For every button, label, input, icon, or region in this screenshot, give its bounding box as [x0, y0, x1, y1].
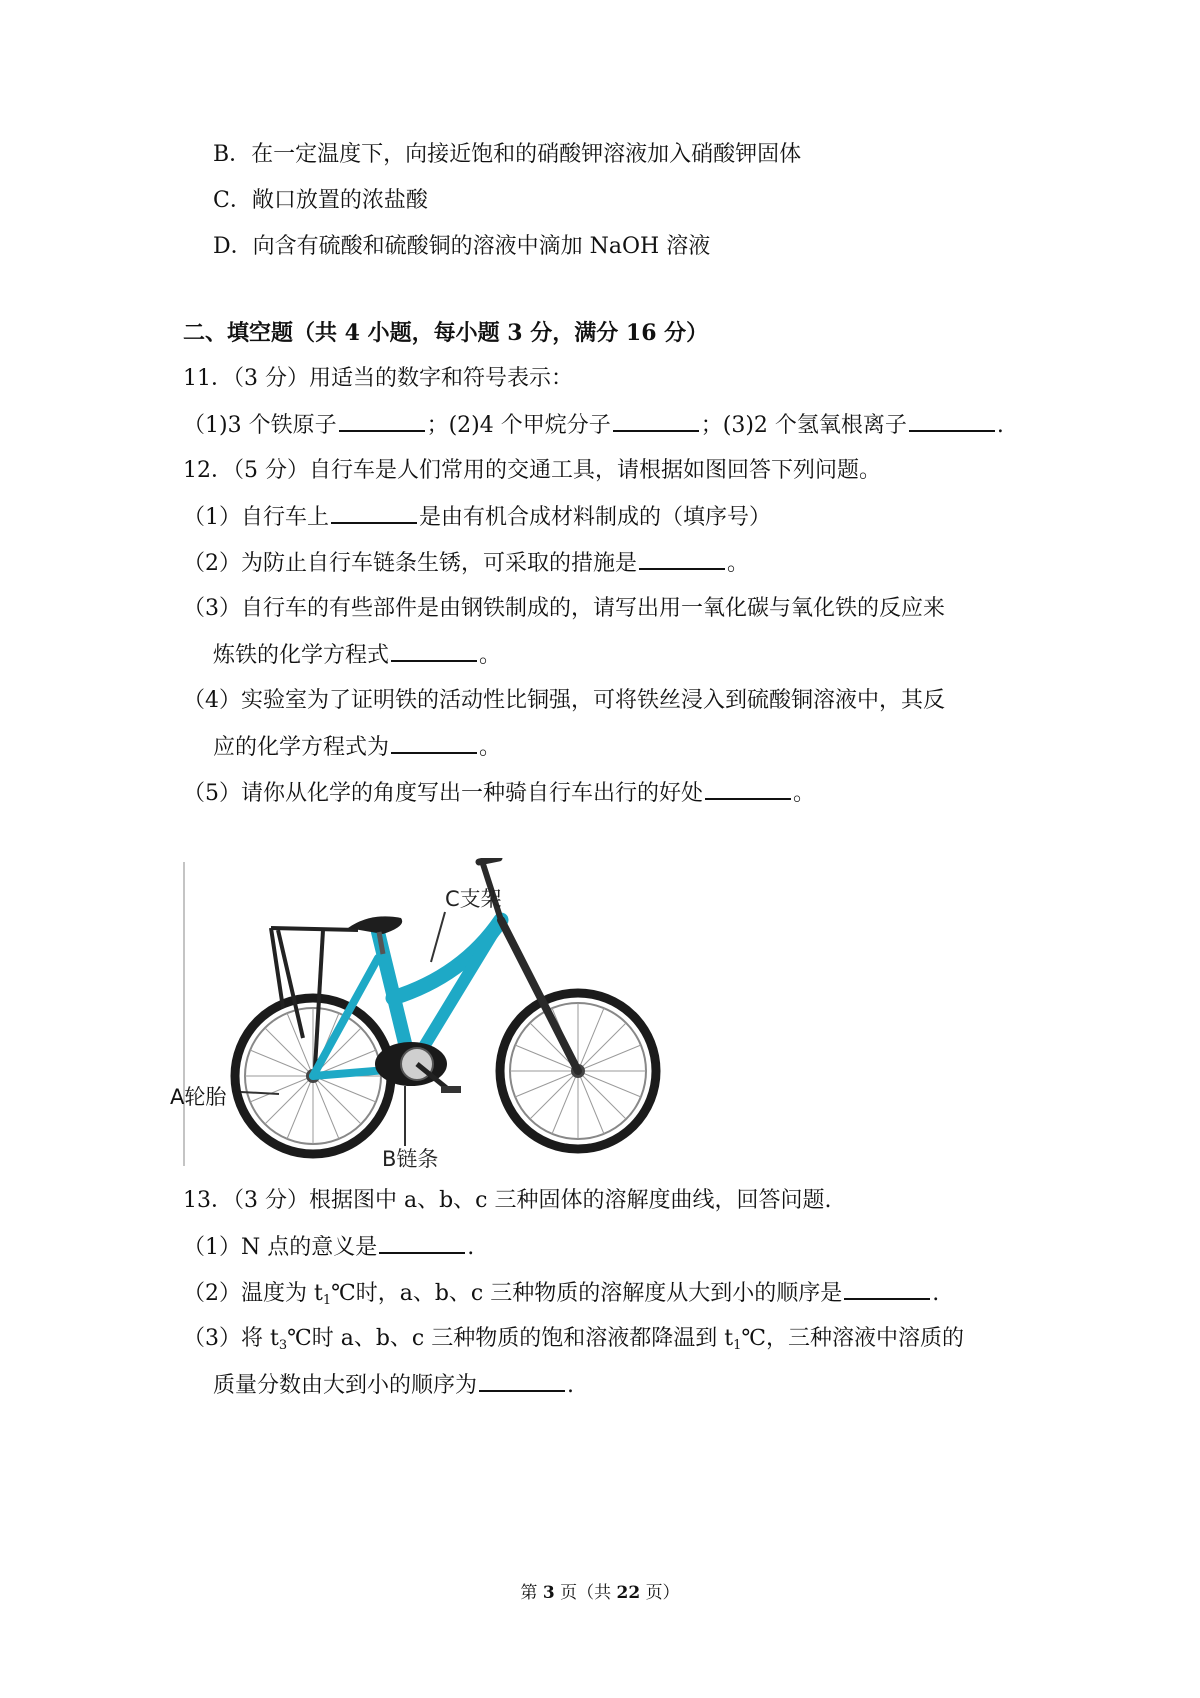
q13-blank-3[interactable] [479, 1370, 565, 1392]
q12-sub5-text: （5）请你从化学的角度写出一种骑自行车出行的好处 [183, 781, 703, 806]
q11-part1: （1)3 个铁原子 [183, 413, 337, 438]
q13-sub3-subscript2: 1 [733, 1338, 742, 1353]
q13-sub3-text: （3）将 t [183, 1326, 279, 1351]
q12-sub3-line2 [213, 640, 501, 671]
option-d: D．向含有硫酸和硫酸铜的溶液中滴加 NaOH 溶液 [213, 234, 711, 259]
q12-sub5-end: 。 [793, 781, 816, 806]
q13-sub2-text: （2）温度为 t [183, 1281, 323, 1306]
page-footer [0, 1578, 1200, 1603]
q12-sub3-line1: （3）自行车的有些部件是由钢铁制成的，请写出用一氧化碳与氧化铁的反应来 [183, 596, 945, 621]
footer-suffix: 页） [645, 1583, 680, 1603]
q12-sub3-end: 。 [479, 643, 502, 668]
q13-sub1-end: . [467, 1235, 475, 1260]
q12-sub4-line1: （4）实验室为了证明铁的活动性比铜强，可将铁丝浸入到硫酸铜溶液中，其反 [183, 688, 945, 713]
q13-sub3-text2: ℃时 a、b、c 三种物质的饱和溶液都降温到 t [287, 1326, 734, 1351]
q13-sub2-end: . [932, 1281, 940, 1306]
label-b-chain: B链条 [382, 1147, 439, 1170]
q13-sub3-text4: 质量分数由大到小的顺序为 [213, 1373, 478, 1398]
footer-page-number: 3 [542, 1583, 555, 1603]
q12-blank-1[interactable] [331, 502, 417, 524]
pedal [441, 1086, 461, 1093]
q13-sub2 [183, 1278, 939, 1309]
q13-sub3-subscript1: 3 [278, 1338, 288, 1353]
q13-sub3-text3: ℃，三种溶液中溶质的 [741, 1326, 964, 1351]
footer-prefix: 第 [520, 1583, 538, 1603]
q12-stem: 12．（5 分）自行车是人们常用的交通工具，请根据如图回答下列问题。 [183, 458, 881, 483]
q13-sub3-line2 [213, 1370, 574, 1401]
q13-sub2-subscript: 1 [322, 1293, 332, 1308]
q11-stem: 11．（3 分）用适当的数字和符号表示： [183, 366, 573, 391]
label-c-support: C支架 [445, 887, 502, 911]
q11-part3: ；(3)2 个氢氧根离子 [700, 413, 907, 438]
q13-stem: 13．（3 分）根据图中 a、b、c 三种固体的溶解度曲线，回答问题. [183, 1188, 832, 1213]
q11-blank-3[interactable] [909, 410, 995, 432]
q11-blank-2[interactable] [613, 410, 699, 432]
section-heading: 二、填空题（共 4 小题，每小题 3 分，满分 16 分） [183, 320, 709, 346]
footer-total-pages: 22 [616, 1583, 641, 1603]
q11-blank-1[interactable] [339, 410, 425, 432]
label-a-text: A轮胎 [170, 1085, 227, 1109]
q12-sub1 [183, 502, 771, 533]
q12-sub4-text: 应的化学方程式为 [213, 735, 390, 760]
q12-sub4-end: 。 [479, 735, 502, 760]
q12-sub1-text-end: 是由有机合成材料制成的（填序号） [419, 505, 772, 530]
q12-blank-4[interactable] [391, 732, 477, 754]
option-b: B．在一定温度下，向接近饱和的硝酸钾溶液加入硝酸钾固体 [213, 142, 802, 167]
footer-mid: 页（共 [560, 1583, 612, 1603]
q13-sub2-text2: ℃时，a、b、c 三种物质的溶解度从大到小的顺序是 [331, 1281, 843, 1306]
q13-blank-1[interactable] [379, 1232, 465, 1254]
q12-sub3-text: 炼铁的化学方程式 [213, 643, 390, 668]
q12-sub5 [183, 778, 815, 809]
q13-blank-2[interactable] [844, 1278, 930, 1300]
bicycle-figure [183, 858, 703, 1170]
q12-sub2 [183, 548, 749, 579]
q12-sub2-text: （2）为防止自行车链条生锈，可采取的措施是 [183, 551, 637, 576]
q11-end: . [996, 413, 1004, 438]
option-c: C．敞口放置的浓盐酸 [213, 188, 428, 213]
q13-sub3-end: . [567, 1373, 575, 1398]
q12-blank-5[interactable] [705, 778, 791, 800]
label-c-pointer [431, 912, 445, 962]
q13-sub1-text: （1）N 点的意义是 [183, 1235, 378, 1260]
q11-parts [183, 410, 1004, 441]
q13-sub3-line1 [183, 1324, 964, 1354]
q13-sub1 [183, 1232, 474, 1263]
q12-blank-3[interactable] [391, 640, 477, 662]
q12-sub4-line2 [213, 732, 501, 763]
q12-sub1-text: （1）自行车上 [183, 505, 329, 530]
q12-blank-2[interactable] [639, 548, 725, 570]
q12-sub2-end: 。 [727, 551, 750, 576]
q11-part2: ；(2)4 个甲烷分子 [426, 413, 611, 438]
